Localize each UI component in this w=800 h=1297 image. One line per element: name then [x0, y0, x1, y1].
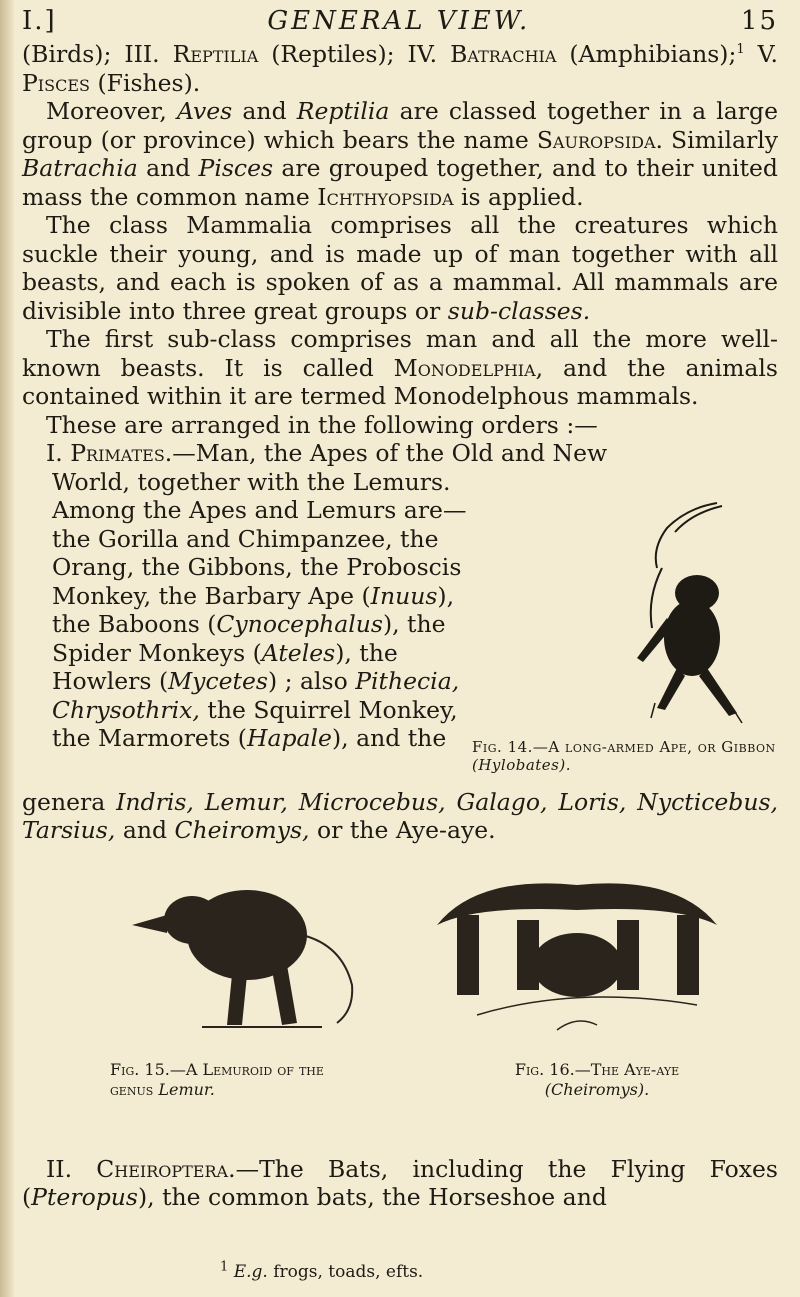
- primates-list: World, together with the Lemurs. Among the Apes and Lemurs are—the Gorilla and Chimpanzee, the Orang, the Gibbons, the Proboscis Monkey, the Barbary Ape (Inuus), the Baboons (Cynocephalus), the Spider Monkeys (Ateles), the Howlers (Mycetes) ; also Pithecia, Chrysothrix, the Squirrel Monkey, the Marmorets (Hapale), and the: [52, 467, 467, 752]
- figure-16-caption: Fig. 16.—The Aye-aye (Cheiromys).: [514, 1059, 680, 1099]
- section-marker: I.]: [22, 6, 57, 36]
- primates-wrap-block: [22, 468, 778, 788]
- figures-row: [22, 845, 778, 1155]
- footnote-ref: 1: [736, 42, 745, 58]
- book-page: [22, 6, 778, 1212]
- running-header: [22, 6, 778, 40]
- order-primates-heading: I. Primates.—Man, the Apes of the Old and New: [46, 439, 608, 467]
- figure-14-caption: Fig. 14.—A long-armed Ape, or Gibbon (Hylobates).: [472, 737, 776, 774]
- binding-gutter: [0, 0, 14, 1297]
- footnote-mark: 1: [220, 1259, 229, 1275]
- paragraph-monodelphia: The first sub-class comprises man and all the more well-known beasts. It is called Monodelphia, and the animals contained within it are termed Monodelphous mammals.: [22, 325, 778, 410]
- paragraph-classes: (Birds); III. Reptilia (Reptiles); IV. Batrachia (Amphibians);$^1$ V. Pisces (Fishes).: [22, 40, 778, 97]
- gibbon-illustration: [567, 498, 767, 728]
- footnote: $^1$ E.g. frogs, toads, efts.: [220, 1259, 424, 1282]
- page-number: 15: [740, 6, 778, 36]
- paragraph-orders-intro: These are arranged in the following orders :—: [46, 410, 598, 439]
- running-title: GENERAL VIEW.: [267, 6, 531, 36]
- figure-15-caption: Fig. 15.—A Lemuroid of the genus Lemur.: [110, 1059, 324, 1099]
- primates-genera-line: genera Indris, Lemur, Microcebus, Galago, Loris, Nycticebus, Tarsius, and Cheiromys, or the Aye-aye.: [22, 787, 778, 844]
- aye-aye-illustration: [417, 865, 737, 1045]
- paragraph-mammalia: The class Mammalia comprises all the creatures which suckle their young, and is made up of man together with all beasts, and each is spoken of as a mammal. All mammals are divisible into three great groups or sub-classes.: [22, 211, 778, 325]
- lemur-illustration: [122, 865, 367, 1035]
- paragraph-provinces: Moreover, Aves and Reptilia are classed together in a large group (or province) which bears the name Sauropsida. Similarly Batrachia and Pisces are grouped together, and to their united mass the common name Ichthyopsida is applied.: [22, 97, 778, 211]
- order-cheiroptera: II. Cheiroptera.—The Bats, including the Flying Foxes (Pteropus), the common bats, the Horseshoe and: [22, 1154, 778, 1211]
